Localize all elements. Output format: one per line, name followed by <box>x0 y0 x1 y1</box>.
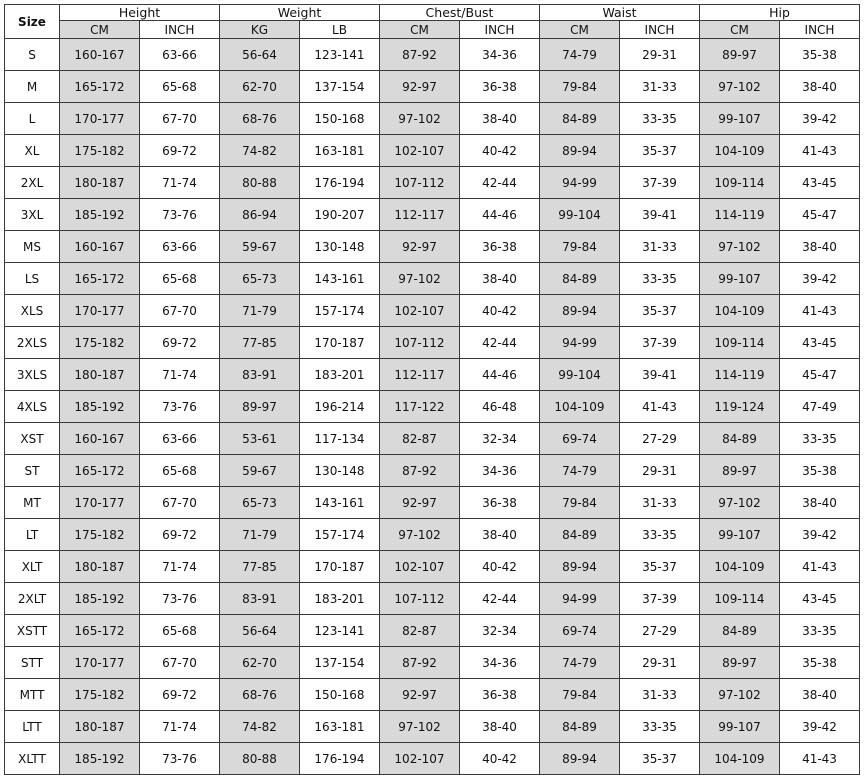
size-cell: MS <box>5 231 60 263</box>
value-cell-hip-cm: 104-109 <box>700 295 780 327</box>
value-cell-chest-inch: 34-36 <box>460 455 540 487</box>
value-cell-hip-inch: 41-43 <box>780 295 860 327</box>
value-cell-waist-cm: 89-94 <box>540 295 620 327</box>
value-cell-chest-inch: 38-40 <box>460 711 540 743</box>
size-cell: XLT <box>5 551 60 583</box>
value-cell-hip-inch: 43-45 <box>780 167 860 199</box>
value-cell-waist-inch: 29-31 <box>620 647 700 679</box>
size-cell: STT <box>5 647 60 679</box>
value-cell-hip-inch: 38-40 <box>780 487 860 519</box>
value-cell-chest-inch: 44-46 <box>460 199 540 231</box>
table-row <box>5 135 860 167</box>
value-cell-waist-cm: 79-84 <box>540 71 620 103</box>
value-cell-chest-cm: 82-87 <box>380 615 460 647</box>
table-row <box>5 167 860 199</box>
value-cell-chest-cm: 82-87 <box>380 423 460 455</box>
table-row <box>5 263 860 295</box>
value-cell-height-inch: 71-74 <box>140 711 220 743</box>
value-cell-hip-cm: 97-102 <box>700 679 780 711</box>
value-cell-hip-inch: 38-40 <box>780 71 860 103</box>
value-cell-chest-inch: 38-40 <box>460 103 540 135</box>
table-row <box>5 551 860 583</box>
size-cell: XLTT <box>5 743 60 775</box>
value-cell-chest-cm: 92-97 <box>380 487 460 519</box>
value-cell-height-cm: 180-187 <box>60 359 140 391</box>
value-cell-chest-inch: 40-42 <box>460 743 540 775</box>
value-cell-height-cm: 185-192 <box>60 199 140 231</box>
group-header-weight: Weight <box>220 5 380 21</box>
value-cell-weight-kg: 62-70 <box>220 71 300 103</box>
value-cell-chest-cm: 92-97 <box>380 679 460 711</box>
value-cell-weight-kg: 68-76 <box>220 103 300 135</box>
value-cell-hip-cm: 99-107 <box>700 103 780 135</box>
value-cell-height-cm: 165-172 <box>60 263 140 295</box>
unit-header-height-inch: INCH <box>140 21 220 39</box>
value-cell-weight-lb: 157-174 <box>300 295 380 327</box>
value-cell-height-cm: 185-192 <box>60 583 140 615</box>
value-cell-hip-cm: 99-107 <box>700 711 780 743</box>
value-cell-chest-cm: 87-92 <box>380 39 460 71</box>
table-row <box>5 231 860 263</box>
value-cell-waist-cm: 79-84 <box>540 487 620 519</box>
value-cell-weight-kg: 68-76 <box>220 679 300 711</box>
value-cell-height-inch: 67-70 <box>140 487 220 519</box>
value-cell-height-cm: 175-182 <box>60 519 140 551</box>
value-cell-hip-inch: 33-35 <box>780 615 860 647</box>
unit-header-waist-inch: INCH <box>620 21 700 39</box>
unit-header-hip-inch: INCH <box>780 21 860 39</box>
value-cell-weight-lb: 150-168 <box>300 679 380 711</box>
value-cell-height-cm: 185-192 <box>60 743 140 775</box>
value-cell-weight-lb: 157-174 <box>300 519 380 551</box>
size-column-header: Size <box>5 5 60 39</box>
value-cell-height-inch: 71-74 <box>140 167 220 199</box>
value-cell-hip-inch: 39-42 <box>780 711 860 743</box>
value-cell-weight-lb: 130-148 <box>300 231 380 263</box>
size-cell: XSTT <box>5 615 60 647</box>
size-cell: XST <box>5 423 60 455</box>
value-cell-hip-cm: 109-114 <box>700 327 780 359</box>
value-cell-hip-inch: 38-40 <box>780 231 860 263</box>
value-cell-hip-inch: 41-43 <box>780 135 860 167</box>
value-cell-height-inch: 63-66 <box>140 39 220 71</box>
value-cell-chest-inch: 40-42 <box>460 135 540 167</box>
value-cell-waist-cm: 74-79 <box>540 647 620 679</box>
value-cell-weight-kg: 83-91 <box>220 583 300 615</box>
size-cell: 4XLS <box>5 391 60 423</box>
value-cell-weight-lb: 123-141 <box>300 615 380 647</box>
value-cell-hip-inch: 38-40 <box>780 679 860 711</box>
value-cell-height-inch: 71-74 <box>140 551 220 583</box>
value-cell-hip-inch: 39-42 <box>780 103 860 135</box>
value-cell-weight-lb: 163-181 <box>300 711 380 743</box>
value-cell-hip-inch: 45-47 <box>780 359 860 391</box>
value-cell-hip-cm: 97-102 <box>700 71 780 103</box>
value-cell-hip-inch: 39-42 <box>780 263 860 295</box>
value-cell-hip-cm: 89-97 <box>700 455 780 487</box>
value-cell-chest-inch: 34-36 <box>460 647 540 679</box>
value-cell-height-inch: 69-72 <box>140 679 220 711</box>
unit-header-height-cm: CM <box>60 21 140 39</box>
value-cell-weight-kg: 56-64 <box>220 39 300 71</box>
value-cell-hip-inch: 35-38 <box>780 39 860 71</box>
group-header-row <box>5 5 860 21</box>
value-cell-hip-inch: 43-45 <box>780 327 860 359</box>
size-cell: L <box>5 103 60 135</box>
value-cell-chest-inch: 44-46 <box>460 359 540 391</box>
value-cell-chest-cm: 97-102 <box>380 263 460 295</box>
value-cell-chest-inch: 42-44 <box>460 167 540 199</box>
table-row <box>5 71 860 103</box>
value-cell-weight-lb: 117-134 <box>300 423 380 455</box>
value-cell-hip-cm: 104-109 <box>700 743 780 775</box>
value-cell-waist-inch: 35-37 <box>620 551 700 583</box>
value-cell-height-inch: 65-68 <box>140 263 220 295</box>
value-cell-chest-inch: 32-34 <box>460 423 540 455</box>
value-cell-weight-kg: 65-73 <box>220 487 300 519</box>
value-cell-chest-cm: 102-107 <box>380 135 460 167</box>
table-row <box>5 743 860 775</box>
size-cell: LTT <box>5 711 60 743</box>
value-cell-chest-inch: 38-40 <box>460 519 540 551</box>
value-cell-waist-cm: 74-79 <box>540 39 620 71</box>
value-cell-height-inch: 65-68 <box>140 615 220 647</box>
value-cell-waist-inch: 39-41 <box>620 199 700 231</box>
value-cell-height-inch: 69-72 <box>140 519 220 551</box>
table-row <box>5 295 860 327</box>
value-cell-waist-inch: 33-35 <box>620 711 700 743</box>
value-cell-waist-inch: 31-33 <box>620 679 700 711</box>
value-cell-weight-kg: 65-73 <box>220 263 300 295</box>
value-cell-hip-cm: 99-107 <box>700 263 780 295</box>
table-row <box>5 391 860 423</box>
value-cell-weight-lb: 143-161 <box>300 487 380 519</box>
value-cell-waist-inch: 31-33 <box>620 71 700 103</box>
size-cell: MT <box>5 487 60 519</box>
value-cell-waist-cm: 104-109 <box>540 391 620 423</box>
size-cell: S <box>5 39 60 71</box>
value-cell-height-inch: 65-68 <box>140 455 220 487</box>
value-cell-weight-lb: 143-161 <box>300 263 380 295</box>
table-row <box>5 519 860 551</box>
value-cell-hip-inch: 47-49 <box>780 391 860 423</box>
value-cell-waist-inch: 31-33 <box>620 231 700 263</box>
size-cell: 2XL <box>5 167 60 199</box>
value-cell-waist-inch: 35-37 <box>620 295 700 327</box>
value-cell-weight-kg: 86-94 <box>220 199 300 231</box>
value-cell-height-inch: 73-76 <box>140 743 220 775</box>
value-cell-chest-cm: 102-107 <box>380 743 460 775</box>
value-cell-height-inch: 67-70 <box>140 647 220 679</box>
value-cell-chest-inch: 34-36 <box>460 39 540 71</box>
value-cell-waist-cm: 89-94 <box>540 135 620 167</box>
value-cell-height-inch: 63-66 <box>140 231 220 263</box>
value-cell-hip-inch: 35-38 <box>780 647 860 679</box>
unit-header-row <box>5 21 860 39</box>
value-cell-waist-cm: 84-89 <box>540 263 620 295</box>
value-cell-height-cm: 170-177 <box>60 487 140 519</box>
value-cell-chest-cm: 112-117 <box>380 199 460 231</box>
value-cell-waist-cm: 79-84 <box>540 679 620 711</box>
value-cell-chest-cm: 87-92 <box>380 647 460 679</box>
value-cell-hip-cm: 89-97 <box>700 647 780 679</box>
value-cell-height-cm: 160-167 <box>60 39 140 71</box>
unit-header-weight-kg: KG <box>220 21 300 39</box>
value-cell-waist-inch: 37-39 <box>620 583 700 615</box>
value-cell-waist-cm: 79-84 <box>540 231 620 263</box>
table-row <box>5 647 860 679</box>
value-cell-waist-cm: 94-99 <box>540 583 620 615</box>
value-cell-weight-kg: 71-79 <box>220 519 300 551</box>
table-row <box>5 615 860 647</box>
size-cell: XL <box>5 135 60 167</box>
value-cell-weight-kg: 83-91 <box>220 359 300 391</box>
group-header-height: Height <box>60 5 220 21</box>
unit-header-weight-lb: LB <box>300 21 380 39</box>
table-row <box>5 711 860 743</box>
value-cell-weight-lb: 170-187 <box>300 551 380 583</box>
table-row <box>5 199 860 231</box>
size-cell: MTT <box>5 679 60 711</box>
value-cell-weight-kg: 74-82 <box>220 711 300 743</box>
table-row <box>5 487 860 519</box>
value-cell-waist-inch: 35-37 <box>620 743 700 775</box>
value-cell-height-cm: 160-167 <box>60 423 140 455</box>
value-cell-height-cm: 170-177 <box>60 103 140 135</box>
value-cell-hip-cm: 104-109 <box>700 135 780 167</box>
value-cell-chest-cm: 107-112 <box>380 583 460 615</box>
size-cell: LS <box>5 263 60 295</box>
value-cell-chest-inch: 42-44 <box>460 583 540 615</box>
value-cell-hip-cm: 84-89 <box>700 615 780 647</box>
value-cell-height-cm: 185-192 <box>60 391 140 423</box>
value-cell-chest-cm: 107-112 <box>380 327 460 359</box>
value-cell-weight-lb: 176-194 <box>300 167 380 199</box>
value-cell-chest-cm: 102-107 <box>380 295 460 327</box>
value-cell-weight-kg: 59-67 <box>220 455 300 487</box>
size-cell: M <box>5 71 60 103</box>
value-cell-hip-cm: 109-114 <box>700 167 780 199</box>
value-cell-waist-cm: 89-94 <box>540 551 620 583</box>
value-cell-hip-inch: 41-43 <box>780 551 860 583</box>
value-cell-waist-cm: 89-94 <box>540 743 620 775</box>
table-row <box>5 455 860 487</box>
value-cell-hip-inch: 35-38 <box>780 455 860 487</box>
value-cell-waist-inch: 33-35 <box>620 519 700 551</box>
value-cell-waist-cm: 94-99 <box>540 167 620 199</box>
value-cell-chest-cm: 97-102 <box>380 711 460 743</box>
value-cell-height-cm: 180-187 <box>60 711 140 743</box>
value-cell-height-inch: 67-70 <box>140 103 220 135</box>
value-cell-height-cm: 165-172 <box>60 71 140 103</box>
value-cell-height-cm: 175-182 <box>60 135 140 167</box>
value-cell-waist-inch: 39-41 <box>620 359 700 391</box>
value-cell-chest-inch: 32-34 <box>460 615 540 647</box>
value-cell-hip-cm: 104-109 <box>700 551 780 583</box>
group-header-waist: Waist <box>540 5 700 21</box>
size-cell: 3XL <box>5 199 60 231</box>
value-cell-waist-inch: 41-43 <box>620 391 700 423</box>
unit-header-chest-inch: INCH <box>460 21 540 39</box>
value-cell-chest-cm: 102-107 <box>380 551 460 583</box>
value-cell-waist-inch: 31-33 <box>620 487 700 519</box>
table-row <box>5 423 860 455</box>
size-cell: ST <box>5 455 60 487</box>
value-cell-chest-cm: 92-97 <box>380 231 460 263</box>
size-cell: XLS <box>5 295 60 327</box>
value-cell-waist-inch: 33-35 <box>620 103 700 135</box>
size-rows <box>5 39 860 775</box>
value-cell-height-cm: 165-172 <box>60 615 140 647</box>
value-cell-chest-cm: 87-92 <box>380 455 460 487</box>
value-cell-weight-lb: 176-194 <box>300 743 380 775</box>
value-cell-waist-cm: 99-104 <box>540 359 620 391</box>
value-cell-chest-inch: 40-42 <box>460 295 540 327</box>
value-cell-chest-inch: 42-44 <box>460 327 540 359</box>
value-cell-hip-cm: 109-114 <box>700 583 780 615</box>
value-cell-chest-cm: 92-97 <box>380 71 460 103</box>
value-cell-waist-inch: 27-29 <box>620 615 700 647</box>
value-cell-chest-inch: 36-38 <box>460 487 540 519</box>
value-cell-height-inch: 73-76 <box>140 583 220 615</box>
value-cell-waist-cm: 99-104 <box>540 199 620 231</box>
value-cell-weight-lb: 137-154 <box>300 647 380 679</box>
value-cell-waist-cm: 69-74 <box>540 615 620 647</box>
value-cell-height-cm: 170-177 <box>60 647 140 679</box>
size-chart-table <box>4 4 860 775</box>
value-cell-waist-inch: 35-37 <box>620 135 700 167</box>
value-cell-chest-cm: 107-112 <box>380 167 460 199</box>
value-cell-hip-cm: 97-102 <box>700 487 780 519</box>
value-cell-waist-inch: 27-29 <box>620 423 700 455</box>
value-cell-height-cm: 180-187 <box>60 551 140 583</box>
value-cell-weight-lb: 130-148 <box>300 455 380 487</box>
value-cell-waist-cm: 84-89 <box>540 103 620 135</box>
value-cell-height-inch: 73-76 <box>140 391 220 423</box>
value-cell-weight-kg: 77-85 <box>220 327 300 359</box>
value-cell-hip-inch: 45-47 <box>780 199 860 231</box>
value-cell-waist-inch: 29-31 <box>620 455 700 487</box>
value-cell-weight-kg: 56-64 <box>220 615 300 647</box>
value-cell-hip-cm: 114-119 <box>700 359 780 391</box>
value-cell-hip-cm: 97-102 <box>700 231 780 263</box>
value-cell-height-inch: 67-70 <box>140 295 220 327</box>
value-cell-chest-cm: 97-102 <box>380 103 460 135</box>
value-cell-hip-inch: 39-42 <box>780 519 860 551</box>
value-cell-height-cm: 170-177 <box>60 295 140 327</box>
value-cell-weight-lb: 196-214 <box>300 391 380 423</box>
value-cell-weight-kg: 71-79 <box>220 295 300 327</box>
table-row <box>5 103 860 135</box>
value-cell-weight-lb: 190-207 <box>300 199 380 231</box>
value-cell-chest-inch: 46-48 <box>460 391 540 423</box>
group-header-chest-bust: Chest/Bust <box>380 5 540 21</box>
value-cell-chest-cm: 112-117 <box>380 359 460 391</box>
value-cell-waist-cm: 74-79 <box>540 455 620 487</box>
value-cell-hip-cm: 114-119 <box>700 199 780 231</box>
value-cell-height-cm: 160-167 <box>60 231 140 263</box>
value-cell-weight-kg: 89-97 <box>220 391 300 423</box>
value-cell-weight-lb: 163-181 <box>300 135 380 167</box>
value-cell-weight-lb: 183-201 <box>300 583 380 615</box>
value-cell-height-cm: 165-172 <box>60 455 140 487</box>
value-cell-weight-kg: 53-61 <box>220 423 300 455</box>
value-cell-weight-lb: 150-168 <box>300 103 380 135</box>
value-cell-height-inch: 69-72 <box>140 135 220 167</box>
size-cell: 2XLT <box>5 583 60 615</box>
value-cell-chest-inch: 36-38 <box>460 71 540 103</box>
value-cell-weight-kg: 74-82 <box>220 135 300 167</box>
value-cell-weight-lb: 137-154 <box>300 71 380 103</box>
unit-header-chest-cm: CM <box>380 21 460 39</box>
value-cell-height-inch: 65-68 <box>140 71 220 103</box>
value-cell-weight-kg: 80-88 <box>220 743 300 775</box>
table-row <box>5 583 860 615</box>
value-cell-hip-cm: 84-89 <box>700 423 780 455</box>
value-cell-hip-inch: 41-43 <box>780 743 860 775</box>
value-cell-weight-kg: 77-85 <box>220 551 300 583</box>
value-cell-chest-inch: 38-40 <box>460 263 540 295</box>
value-cell-weight-kg: 80-88 <box>220 167 300 199</box>
value-cell-hip-cm: 99-107 <box>700 519 780 551</box>
value-cell-waist-cm: 84-89 <box>540 711 620 743</box>
value-cell-waist-inch: 33-35 <box>620 263 700 295</box>
value-cell-weight-lb: 170-187 <box>300 327 380 359</box>
value-cell-weight-lb: 123-141 <box>300 39 380 71</box>
value-cell-height-cm: 175-182 <box>60 679 140 711</box>
value-cell-hip-inch: 33-35 <box>780 423 860 455</box>
value-cell-height-cm: 175-182 <box>60 327 140 359</box>
size-cell: 3XLS <box>5 359 60 391</box>
value-cell-height-inch: 63-66 <box>140 423 220 455</box>
value-cell-waist-cm: 94-99 <box>540 327 620 359</box>
value-cell-waist-inch: 37-39 <box>620 327 700 359</box>
value-cell-chest-inch: 36-38 <box>460 679 540 711</box>
value-cell-chest-cm: 97-102 <box>380 519 460 551</box>
value-cell-waist-inch: 29-31 <box>620 39 700 71</box>
value-cell-chest-cm: 117-122 <box>380 391 460 423</box>
value-cell-height-inch: 71-74 <box>140 359 220 391</box>
value-cell-height-cm: 180-187 <box>60 167 140 199</box>
unit-header-hip-cm: CM <box>700 21 780 39</box>
value-cell-height-inch: 73-76 <box>140 199 220 231</box>
value-cell-waist-cm: 84-89 <box>540 519 620 551</box>
value-cell-weight-lb: 183-201 <box>300 359 380 391</box>
table-row <box>5 679 860 711</box>
unit-header-waist-cm: CM <box>540 21 620 39</box>
value-cell-chest-inch: 40-42 <box>460 551 540 583</box>
size-cell: LT <box>5 519 60 551</box>
size-cell: 2XLS <box>5 327 60 359</box>
value-cell-weight-kg: 62-70 <box>220 647 300 679</box>
value-cell-chest-inch: 36-38 <box>460 231 540 263</box>
size-chart-container <box>4 4 860 775</box>
value-cell-hip-cm: 119-124 <box>700 391 780 423</box>
group-header-hip: Hip <box>700 5 860 21</box>
value-cell-weight-kg: 59-67 <box>220 231 300 263</box>
table-row <box>5 39 860 71</box>
value-cell-hip-cm: 89-97 <box>700 39 780 71</box>
value-cell-height-inch: 69-72 <box>140 327 220 359</box>
table-row <box>5 359 860 391</box>
value-cell-hip-inch: 43-45 <box>780 583 860 615</box>
table-row <box>5 327 860 359</box>
value-cell-waist-inch: 37-39 <box>620 167 700 199</box>
value-cell-waist-cm: 69-74 <box>540 423 620 455</box>
